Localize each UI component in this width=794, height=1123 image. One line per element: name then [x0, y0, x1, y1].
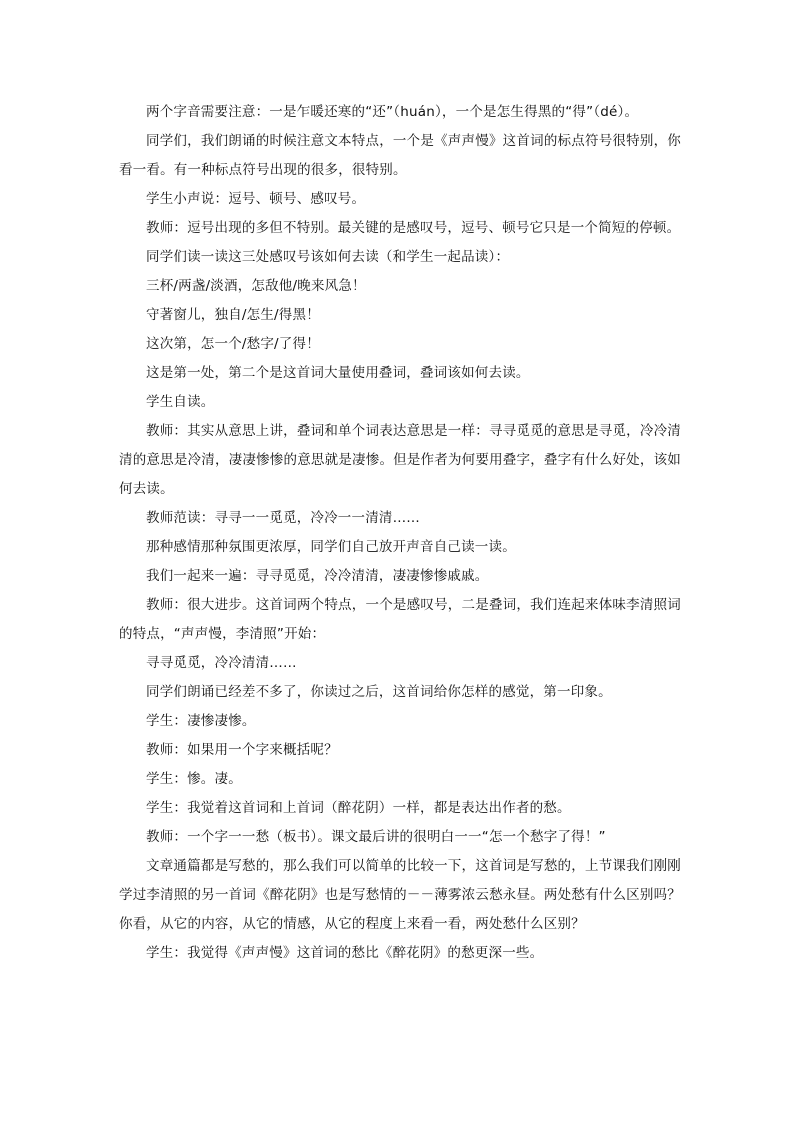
paragraph: 教师：一个字一一愁（板书）。课文最后讲的很明白一一“怎一个愁字了得！” — [146, 829, 606, 845]
paragraph: 同学们，我们朗诵的时候注意文本特点，一个是《声声慢》这首词的标点符号很特别，你看一看。有一种标点符号出现的很多，很特别。 — [119, 133, 681, 178]
paragraph: 教师：其实从意思上讲，叠词和单个词表达意思是一样：寻寻觅觅的意思是寻觅，冷冷清清的意思是冷清，凄凄惨惨的意思就是凄惨。但是作者为何要用叠字，叠字有什么好处，该如何去读。 — [119, 423, 681, 497]
paragraph: 学生自读。 — [146, 394, 215, 410]
paragraph: 教师范读：寻寻一一觅觅，冷冷一一清清…… — [146, 510, 420, 526]
poem-line: 这次第，怎一个/愁字/了得！ — [146, 336, 320, 352]
paragraph: 同学们读一读这三处感叹号该如何去读（和学生一起品读）： — [146, 249, 510, 265]
paragraph: 两个字音需要注意：一是乍暖还寒的“还”（huán），一个是怎生得黑的“得”（dé）。 — [146, 104, 639, 120]
paragraph: 教师：如果用一个字来概括呢？ — [146, 742, 338, 758]
paragraph: 教师：逗号出现的多但不特别。最关键的是感叹号，逗号、顿号它只是一个简短的停顿。 — [146, 220, 681, 236]
paragraph: 学生：我觉得《声声慢》这首词的愁比《醉花阴》的愁更深一些。 — [146, 945, 544, 961]
paragraph: 我们一起来一遍：寻寻觅觅，冷冷清清，凄凄惨惨戚戚。 — [146, 568, 489, 584]
paragraph: 教师：很大进步。这首词两个特点，一个是感叹号，二是叠词，我们连起来体味李清照词的特点，“声声慢，李清照”开始： — [119, 597, 681, 642]
paragraph: 文章通篇都是写愁的，那么我们可以简单的比较一下，这首词是写愁的，上节课我们刚刚学过李清照的另一首词《醉花阴》也是写愁情的－－薄雾浓云愁永昼。两处愁有什么区别吗？你看，从它的内容，从它的情感，从它的程度上来看一看，两处愁什么区别？ — [119, 858, 681, 932]
paragraph: 学生：凄惨凄惨。 — [146, 713, 256, 729]
poem-line: 守著窗儿，独自/怎生/得黑！ — [146, 307, 320, 323]
paragraph: 这是第一处，第二个是这首词大量使用叠词，叠词该如何去读。 — [146, 365, 530, 381]
document-body — [119, 98, 681, 968]
paragraph: 学生小声说：逗号、顿号、感叹号。 — [146, 191, 366, 207]
paragraph: 学生：我觉着这首词和上首词（醉花阴）一样，都是表达出作者的愁。 — [146, 800, 571, 816]
paragraph: 学生：惨。凄。 — [146, 771, 242, 787]
paragraph: 同学们朗诵已经差不多了，你读过之后，这首词给你怎样的感觉，第一印象。 — [146, 684, 612, 700]
poem-line: 三杯/两盏/淡酒，怎敌他/晚来风急！ — [146, 278, 366, 294]
paragraph: 寻寻觅觅，冷冷清清…… — [146, 655, 297, 671]
paragraph: 那种感情那种氛围更浓厚，同学们自己放开声音自己读一读。 — [146, 539, 516, 555]
